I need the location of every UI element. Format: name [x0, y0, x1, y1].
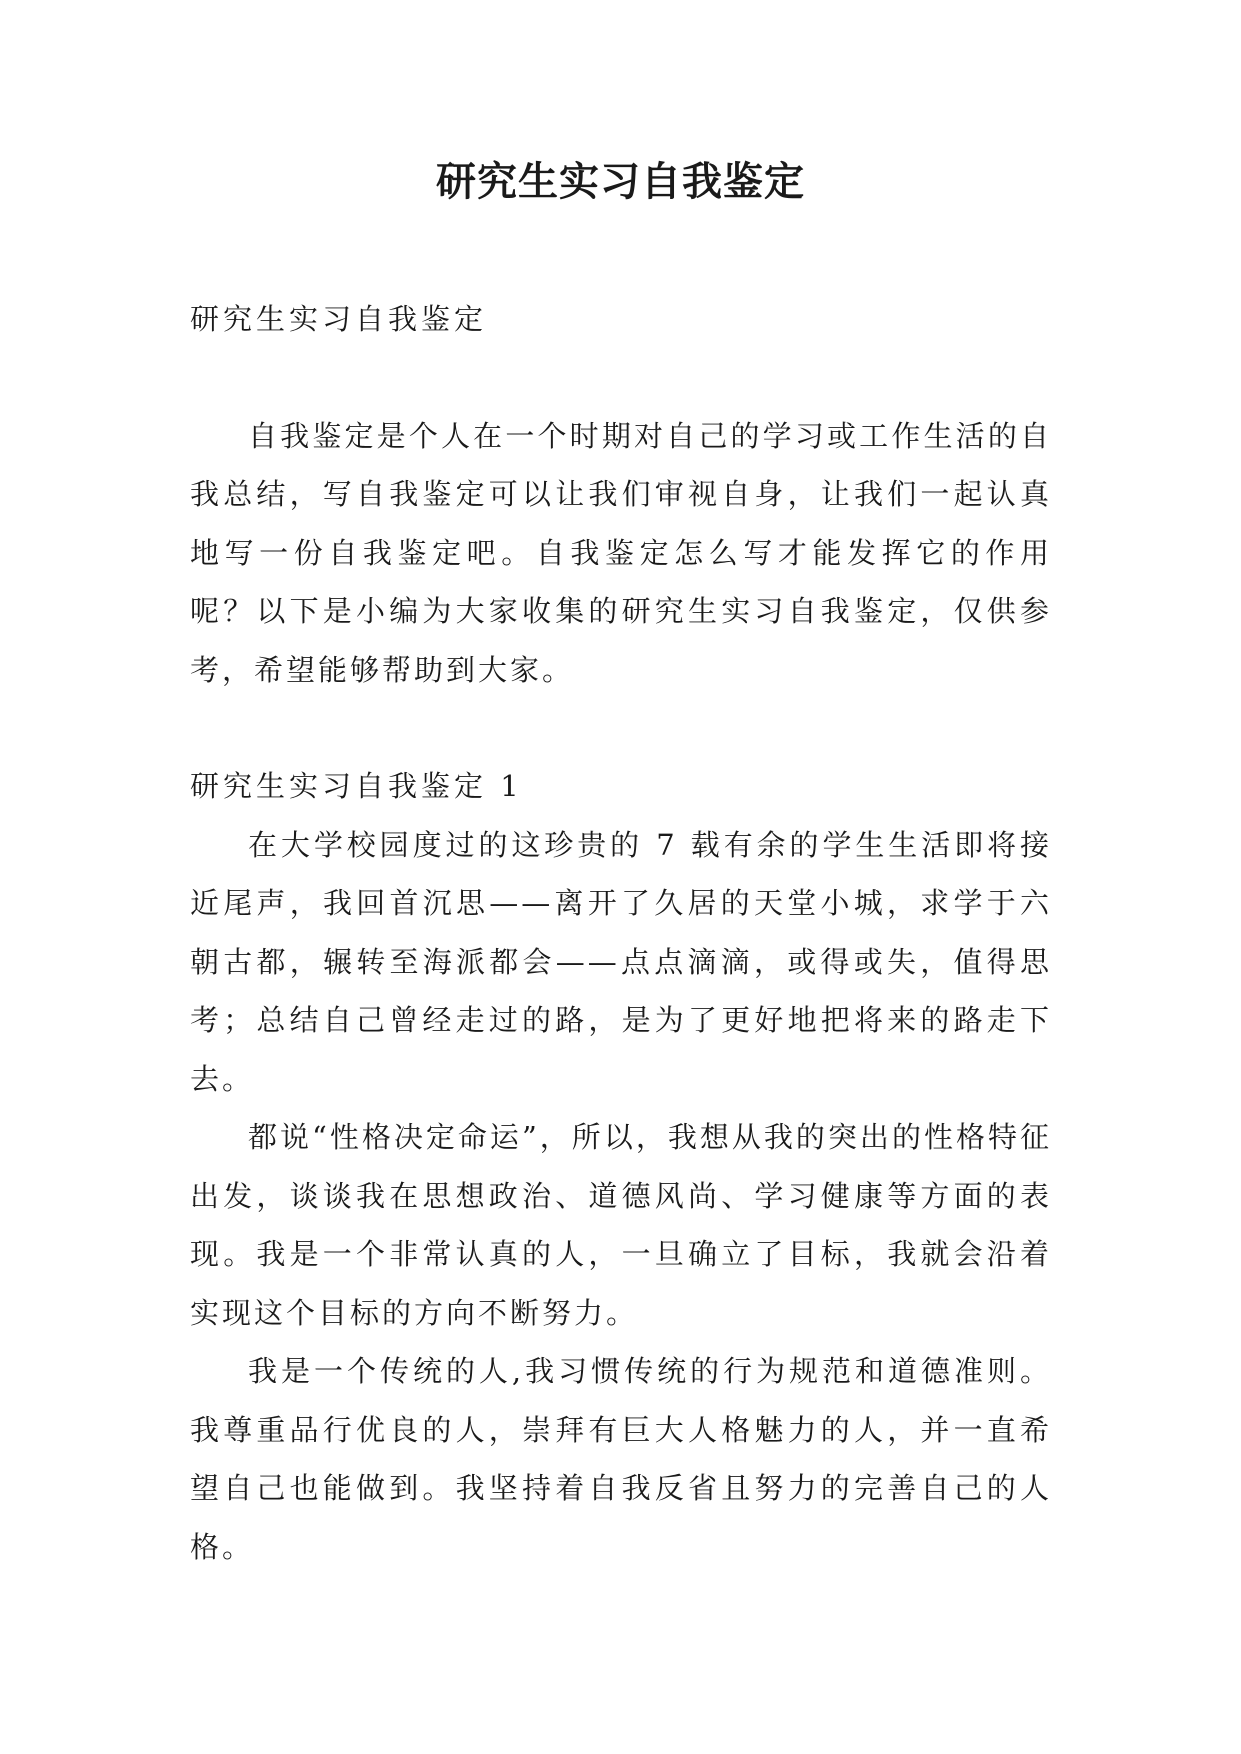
spacer	[190, 699, 1052, 757]
section-heading: 研究生实习自我鉴定 1	[190, 769, 523, 803]
body-paragraph: 在大学校园度过的这珍贵的 7 载有余的学生生活即将接近尾声，我回首沉思——离开了久居的天堂小城，求学于六朝古都，辗转至海派都会——点点滴滴，或得或失，值得思考；总结自己曾经走过的路，是为了更好地把将来的路走下去。	[190, 827, 1052, 1096]
document-title: 研究生实习自我鉴定	[436, 158, 805, 205]
body-paragraph: 我是一个传统的人,我习惯传统的行为规范和道德准则。我尊重品行优良的人，崇拜有巨大人格魅力的人，并一直希望自己也能做到。我坚持着自我反省且努力的完善自己的人格。	[190, 1354, 1052, 1564]
document-subtitle: 研究生实习自我鉴定	[190, 302, 488, 336]
spacer	[190, 349, 1052, 407]
body-paragraph: 都说“性格决定命运”，所以，我想从我的突出的性格特征出发，谈谈我在思想政治、道德风尚、学习健康等方面的表现。我是一个非常认真的人，一旦确立了目标，我就会沿着实现这个目标的方向不断努力。	[190, 1120, 1052, 1330]
intro-paragraph: 自我鉴定是个人在一个时期对自己的学习或工作生活的自我总结，写自我鉴定可以让我们审视自身，让我们一起认真地写一份自我鉴定吧。自我鉴定怎么写才能发挥它的作用呢？以下是小编为大家收集的研究生实习自我鉴定，仅供参考，希望能够帮助到大家。	[190, 418, 1052, 687]
document-body	[190, 290, 1052, 1576]
